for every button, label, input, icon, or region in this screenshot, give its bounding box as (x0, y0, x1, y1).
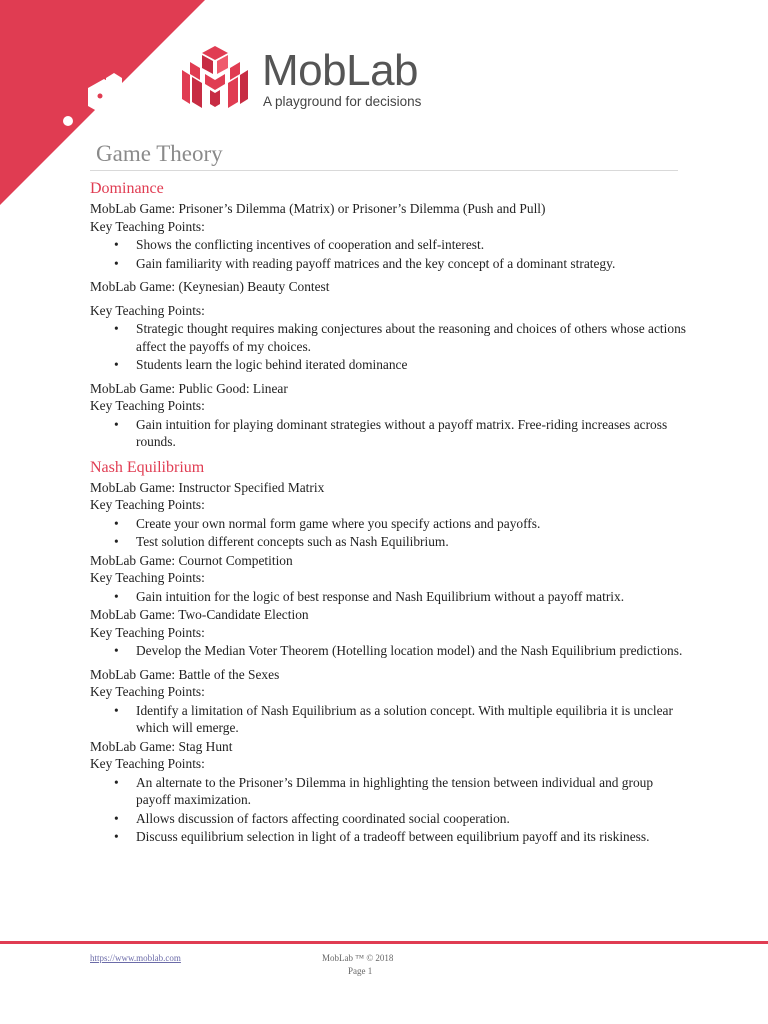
bullet-icon: • (114, 534, 119, 549)
list-item: • Gain familiarity with reading payoff matrices and the key concept of a dominant strategy. (114, 255, 616, 271)
title-divider (90, 170, 678, 171)
teaching-points-label: Key Teaching Points: (90, 684, 205, 699)
list-item: • Strategic thought requires making conjectures about the reasoning and choices of others whose actions affect the payoffs of my choices. (114, 321, 686, 354)
teaching-points-label: Key Teaching Points: (90, 302, 205, 318)
list-item: • Identify a limitation of Nash Equilibrium as a solution concept. With multiple equilibria it is unclear which will emerge. (114, 702, 673, 735)
brand-tagline: A playground for decisions (263, 94, 422, 109)
list-item: • Shows the conflicting incentives of cooperation and self-interest. (114, 237, 485, 252)
bullet-icon: • (114, 829, 119, 844)
teaching-points-label: Key Teaching Points: (90, 497, 205, 512)
list-item: • Gain intuition for playing dominant strategies without a payoff matrix. Free-riding increases across rounds. (114, 416, 668, 449)
teaching-points-list (90, 320, 690, 374)
bullet-icon: • (114, 643, 119, 658)
game-title: MobLab Game: Battle of the Sexes (90, 666, 280, 682)
bullet-icon: • (114, 515, 119, 531)
footer-copyright: MobLab ™ © 2018 (322, 953, 394, 963)
brand-name: MobLab (262, 46, 419, 95)
list-item: • Test solution different concepts such as Nash Equilibrium. (114, 534, 449, 549)
teaching-points-list (90, 588, 690, 606)
teaching-points-label: Key Teaching Points: (90, 218, 205, 234)
list-item: • An alternate to the Prisoner’s Dilemma in highlighting the tension between individual and group payoff maximization. (114, 774, 654, 807)
teaching-points-list (90, 416, 690, 451)
bullet-icon: • (114, 702, 119, 718)
bullet-icon: • (114, 237, 119, 252)
list-item: • Students learn the logic behind iterated dominance (114, 357, 408, 372)
game-title: MobLab Game: Two-Candidate Election (90, 607, 309, 622)
teaching-points-label: Key Teaching Points: (90, 570, 205, 585)
teaching-points-label: Key Teaching Points: (90, 624, 205, 640)
teaching-points-label: Key Teaching Points: (90, 398, 205, 413)
teaching-points-list (90, 774, 690, 846)
game-title: MobLab Game: Instructor Specified Matrix (90, 479, 325, 495)
bullet-icon: • (114, 321, 119, 336)
bullet-icon: • (114, 416, 119, 432)
footer-divider (0, 941, 768, 944)
bullet-icon: • (114, 357, 119, 372)
moblab-logo-icon (180, 44, 250, 110)
section-heading-dominance: Dominance (90, 180, 164, 197)
teaching-points-list (90, 702, 690, 737)
document-title: Game Theory (96, 141, 223, 166)
list-item: • Gain intuition for the logic of best response and Nash Equilibrium without a payoff matrix. (114, 588, 625, 604)
game-title: MobLab Game: Stag Hunt (90, 738, 233, 754)
game-title: MobLab Game: Public Good: Linear (90, 380, 288, 396)
list-item: • Discuss equilibrium selection in light of a tradeoff between equilibrium payoff and its riskiness. (114, 829, 650, 844)
document-body (90, 178, 690, 847)
game-title: MobLab Game: Cournot Competition (90, 552, 293, 568)
section-heading-nash-equilibrium: Nash Equilibrium (90, 458, 205, 476)
bullet-icon: • (114, 810, 119, 826)
game-title: MobLab Game: (Keynesian) Beauty Contest (90, 279, 330, 294)
bullet-icon: • (114, 774, 119, 790)
footer-page-number: Page 1 (348, 966, 373, 976)
footer-website-link[interactable]: https://www.moblab.com (90, 953, 181, 963)
teaching-points-list (90, 515, 690, 551)
list-item: • Create your own normal form game where you specify actions and payoffs. (114, 515, 541, 531)
list-item: • Develop the Median Voter Theorem (Hotelling location model) and the Nash Equilibrium predictions. (114, 643, 683, 658)
bullet-icon: • (114, 255, 119, 271)
bullet-icon: • (114, 588, 119, 604)
game-title: MobLab Game: Prisoner’s Dilemma (Matrix) or Prisoner’s Dilemma (Push and Pull) (90, 201, 546, 216)
teaching-points-label: Key Teaching Points: (90, 756, 205, 771)
teaching-points-list (90, 236, 690, 272)
list-item: • Allows discussion of factors affecting coordinated social cooperation. (114, 810, 510, 826)
teaching-points-list (90, 642, 690, 660)
